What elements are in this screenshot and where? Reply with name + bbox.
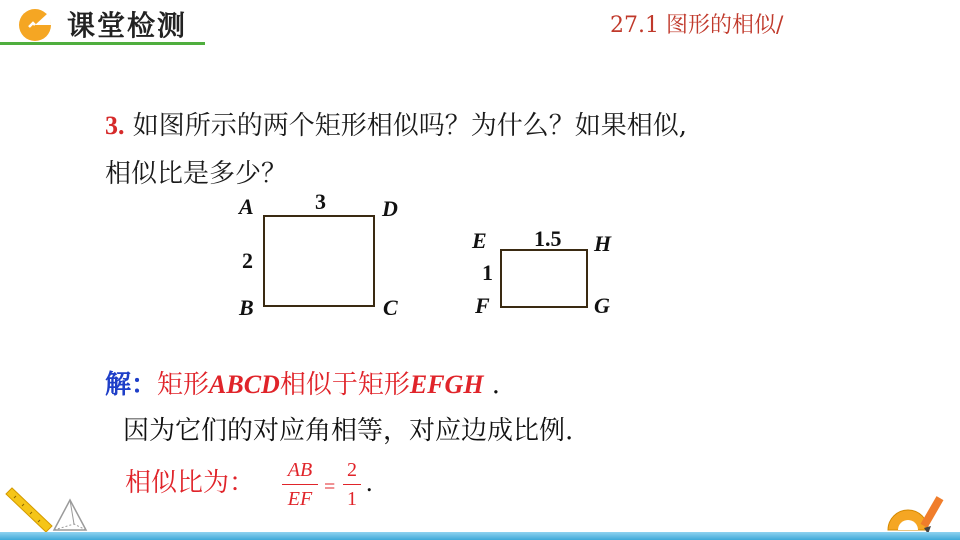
solution-rect-efgh: EFGH <box>409 370 484 399</box>
vertex-e: E <box>472 228 487 253</box>
vertex-g: G <box>594 293 610 318</box>
fraction-bar <box>343 484 361 485</box>
bottom-bar <box>0 532 960 540</box>
equals-sign: = <box>324 476 336 498</box>
fraction-denominator-ef: EF <box>287 488 313 510</box>
fraction-denominator-1: 1 <box>347 488 357 510</box>
pyramid-decoration-icon <box>50 498 90 534</box>
question-line-1: 如图所示的两个矩形相似吗？为什么？如果相似, <box>132 111 688 141</box>
fraction-numerator-2: 2 <box>347 459 357 481</box>
side-eh-length: 1.5 <box>534 226 562 251</box>
side-ad-length: 3 <box>315 189 326 214</box>
solution-reason: 因为它们的对应角相等，对应边成比例. <box>123 416 574 446</box>
page-title: 课堂检测 <box>67 9 188 42</box>
side-ab-length: 2 <box>242 248 253 273</box>
vertex-d: D <box>382 196 398 221</box>
question-number: 3. <box>105 111 125 140</box>
chapter-label: 27.1 图形的相似/ <box>610 13 784 38</box>
fraction-ab-over-ef <box>282 458 318 511</box>
solution-end: . <box>483 370 501 400</box>
vertex-b: B <box>239 295 254 320</box>
vertex-c: C <box>383 295 398 320</box>
ratio-period: . <box>366 468 373 497</box>
fraction-numerator-ab: AB <box>287 459 313 481</box>
solution-text-2: 相似于矩形 <box>279 370 410 400</box>
ruler-decoration-icon <box>4 486 54 532</box>
side-ef-length: 1 <box>482 260 493 285</box>
question-text <box>105 102 885 198</box>
title-underline <box>0 42 205 45</box>
solution-line <box>105 364 500 401</box>
fraction-2-over-1 <box>343 458 361 511</box>
vertex-h: H <box>594 231 612 256</box>
fraction-bar <box>282 484 318 485</box>
rectangle-efgh <box>500 249 588 308</box>
vertex-a: A <box>239 194 254 219</box>
slide-header <box>0 0 960 46</box>
protractor-pencil-icon <box>884 490 956 534</box>
solution-text-1: 矩形 <box>157 370 210 400</box>
ratio-label: 相似比为： <box>125 468 256 498</box>
solution-label: 解： <box>105 370 158 400</box>
question-line-2: 相似比是多少？ <box>105 159 288 189</box>
rectangle-abcd <box>263 215 375 307</box>
vertex-f: F <box>475 293 490 318</box>
pie-logo-icon <box>18 8 52 42</box>
solution-rect-abcd: ABCD <box>209 370 280 399</box>
